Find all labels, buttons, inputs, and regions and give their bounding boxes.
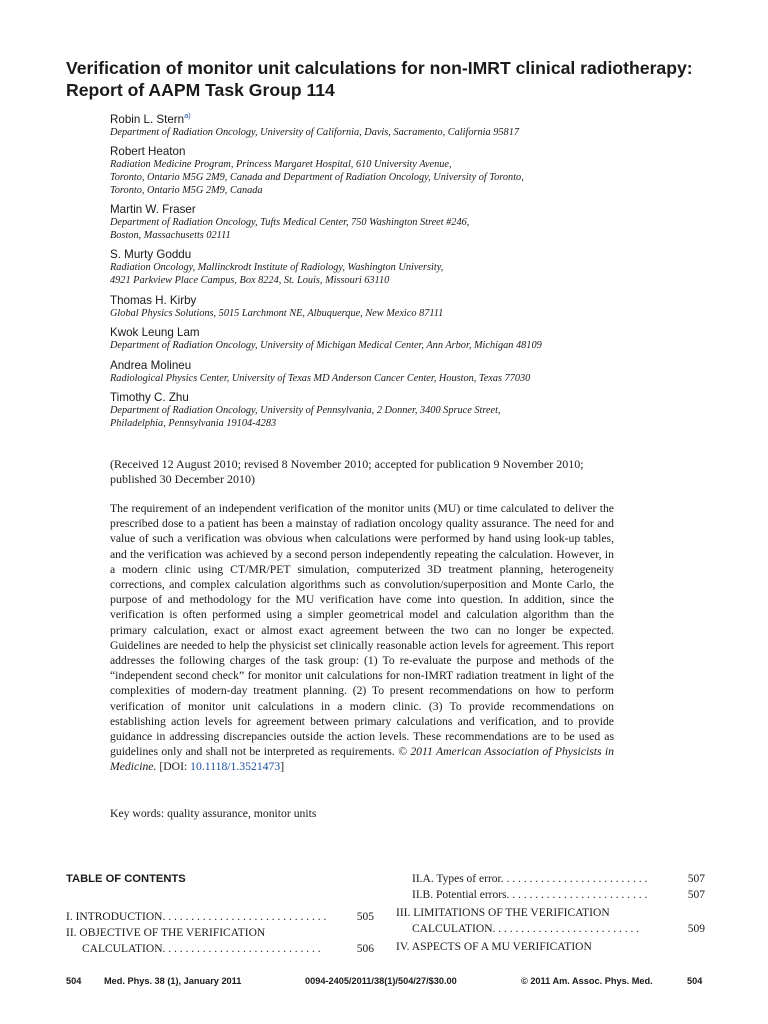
- toc-entry[interactable]: II.A. Types of error. . . . . . . . . . . . . . . . . . . . . . . . . .: [412, 873, 648, 885]
- toc-page-number: 505: [356, 911, 374, 923]
- author-name: [110, 144, 710, 159]
- toc-page-number: 506: [356, 943, 374, 955]
- author-affiliation: Department of Radiation Oncology, Tufts Medical Center, 750 Washington Street #246,: [110, 217, 470, 229]
- toc-page-number: 507: [687, 889, 705, 901]
- author-name-text: Robin L. Stern: [110, 112, 185, 126]
- title-line-1: Verification of monitor unit calculations for non-IMRT clinical radiotherapy:: [66, 58, 693, 78]
- article-title: [66, 57, 726, 101]
- toc-entry[interactable]: I. INTRODUCTION. . . . . . . . . . . . . . . . . . . . . . . . . . . . .: [66, 911, 327, 923]
- author-name: [110, 390, 710, 405]
- author-block: [110, 293, 710, 321]
- author-affiliation: Department of Radiation Oncology, University of Michigan Medical Center, Ann Arbor, Michigan 48109: [110, 340, 542, 352]
- author-affiliation: Toronto, Ontario M5G 2M9, Canada and Department of Radiation Oncology, University of Toronto,: [110, 172, 524, 184]
- received-line-1: (Received 12 August 2010; revised 8 November 2010; accepted for publication 9 November 2010;: [110, 457, 584, 471]
- toc-entry[interactable]: II. OBJECTIVE OF THE VERIFICATION: [66, 927, 266, 939]
- toc-entry[interactable]: CALCULATION. . . . . . . . . . . . . . . . . . . . . . . . . .: [412, 923, 640, 935]
- toc-page-number: 507: [687, 873, 705, 885]
- footer-journal: Med. Phys. 38 (1), January 2011: [104, 976, 242, 986]
- author-affiliation: Radiation Oncology, Mallinckrodt Institute of Radiology, Washington University,: [110, 262, 444, 274]
- author-affiliation: Philadelphia, Pennsylvania 19104-4283: [110, 417, 277, 429]
- doi-prefix: [DOI:: [159, 760, 191, 774]
- footer-page-right: 504: [687, 976, 703, 986]
- author-name-text: Andrea Molineu: [110, 358, 192, 372]
- author-block: [110, 358, 710, 386]
- author-name: [110, 293, 710, 308]
- toc-left-column: [66, 909, 374, 959]
- author-name: [110, 358, 710, 373]
- author-affiliation: Global Physics Solutions, 5015 Larchmont NE, Albuquerque, New Mexico 87111: [110, 307, 444, 319]
- keywords: Key words: quality assurance, monitor units: [110, 807, 317, 820]
- toc-right-column: [396, 873, 705, 963]
- author-list: [110, 108, 710, 436]
- abstract: [110, 501, 614, 775]
- footer-copyright: © 2011 Am. Assoc. Phys. Med.: [521, 976, 653, 986]
- toc-entry[interactable]: III. LIMITATIONS OF THE VERIFICATION: [396, 907, 610, 919]
- author-block: [110, 108, 710, 139]
- footer-code: 0094-2405/2011/38(1)/504/27/$30.00: [305, 976, 457, 986]
- title-line-2: Report of AAPM Task Group 114: [66, 80, 335, 100]
- toc-heading: TABLE OF CONTENTS: [66, 873, 186, 885]
- author-name-text: Kwok Leung Lam: [110, 326, 200, 340]
- doi-suffix: ]: [280, 760, 285, 774]
- author-block: [110, 325, 710, 353]
- author-name: [110, 108, 710, 127]
- author-name: [110, 247, 710, 262]
- author-affiliation: Radiation Medicine Program, Princess Margaret Hospital, 610 University Avenue,: [110, 159, 452, 171]
- abstract-copyright: © 2011 American Association of Physicists in Medicine.: [110, 745, 614, 774]
- author-name-text: Timothy C. Zhu: [110, 391, 189, 405]
- author-affiliation: Toronto, Ontario M5G 2M9, Canada: [110, 184, 263, 196]
- author-name-text: S. Murty Goddu: [110, 248, 192, 262]
- author-block: [110, 247, 710, 287]
- author-name-text: Thomas H. Kirby: [110, 293, 197, 307]
- author-name: [110, 325, 710, 340]
- author-affiliation: Boston, Massachusetts 02111: [110, 229, 231, 241]
- toc-page-number: 509: [687, 923, 705, 935]
- author-affiliation: 4921 Parkview Place Campus, Box 8224, St. Louis, Missouri 63110: [110, 275, 390, 287]
- received-dates: [110, 457, 630, 487]
- author-affiliation: Department of Radiation Oncology, University of California, Davis, Sacramento, California 95817: [110, 126, 519, 138]
- toc-entry[interactable]: II.B. Potential errors. . . . . . . . . . . . . . . . . . . . . . . . .: [412, 889, 648, 901]
- author-affiliation: Department of Radiation Oncology, University of Pennsylvania, 2 Donner, 3400 Spruce Street,: [110, 405, 501, 417]
- author-block: [110, 144, 710, 197]
- author-name-text: Martin W. Fraser: [110, 203, 196, 217]
- author-affiliation: Radiological Physics Center, University of Texas MD Anderson Cancer Center, Houston, Texas 77030: [110, 372, 531, 384]
- toc-entry[interactable]: CALCULATION. . . . . . . . . . . . . . . . . . . . . . . . . . . .: [82, 943, 321, 955]
- author-name-text: Robert Heaton: [110, 145, 186, 159]
- received-line-2: published 30 December 2010): [110, 472, 255, 487]
- doi-link[interactable]: 10.1118/1.3521473: [190, 760, 281, 774]
- abstract-text: The requirement of an independent verification of the monitor units (MU) or time calculated to deliver the prescribed dose to a patient has been a mainstay of radiation oncology quality assurance. The need for and value of such a verification was obvious when calculations were performed by hand using look-up tables, and the verification was achieved by a second person independently repeating the calculation. However, in a modern clinic using CT/MR/PET simulation, computerized 3D treatment planning, heterogeneity corrections, and complex calculation algorithms such as convolution/superposition and Monte Carlo, the purpose of and methodology for the MU verification have come into question. In addition, since the verification is often performed using a simpler geometrical model and calculation algorithm than the primary calculation, exact or almost exact agreement between the two can no longer be expected. Guidelines are needed to help the physicist set clinically reasonable action levels for agreement. This report addresses the following charges of the task group: (1) To re-evaluate the purpose and methods of the “independent second check” for monitor unit calculations for non-IMRT radiation treatment in light of the complexities of modern-day treatment planning. (2) To present recommendations on how to perform verification of monitor unit calculations in a modern clinic. (3) To provide recommendations on establishing action levels for agreement between primary calculations and verification, and to provide guidance in addressing discrepancies outside the action levels. These recommendations are to be used as guidelines only and shall not be interpreted as requirements.: [110, 502, 614, 759]
- toc-entry[interactable]: IV. ASPECTS OF A MU VERIFICATION: [396, 941, 592, 953]
- author-name: [110, 202, 710, 217]
- author-block: [110, 390, 710, 430]
- author-block: [110, 202, 710, 242]
- footer-page-left: 504: [66, 976, 82, 986]
- author-footnote-marker[interactable]: a): [184, 111, 191, 120]
